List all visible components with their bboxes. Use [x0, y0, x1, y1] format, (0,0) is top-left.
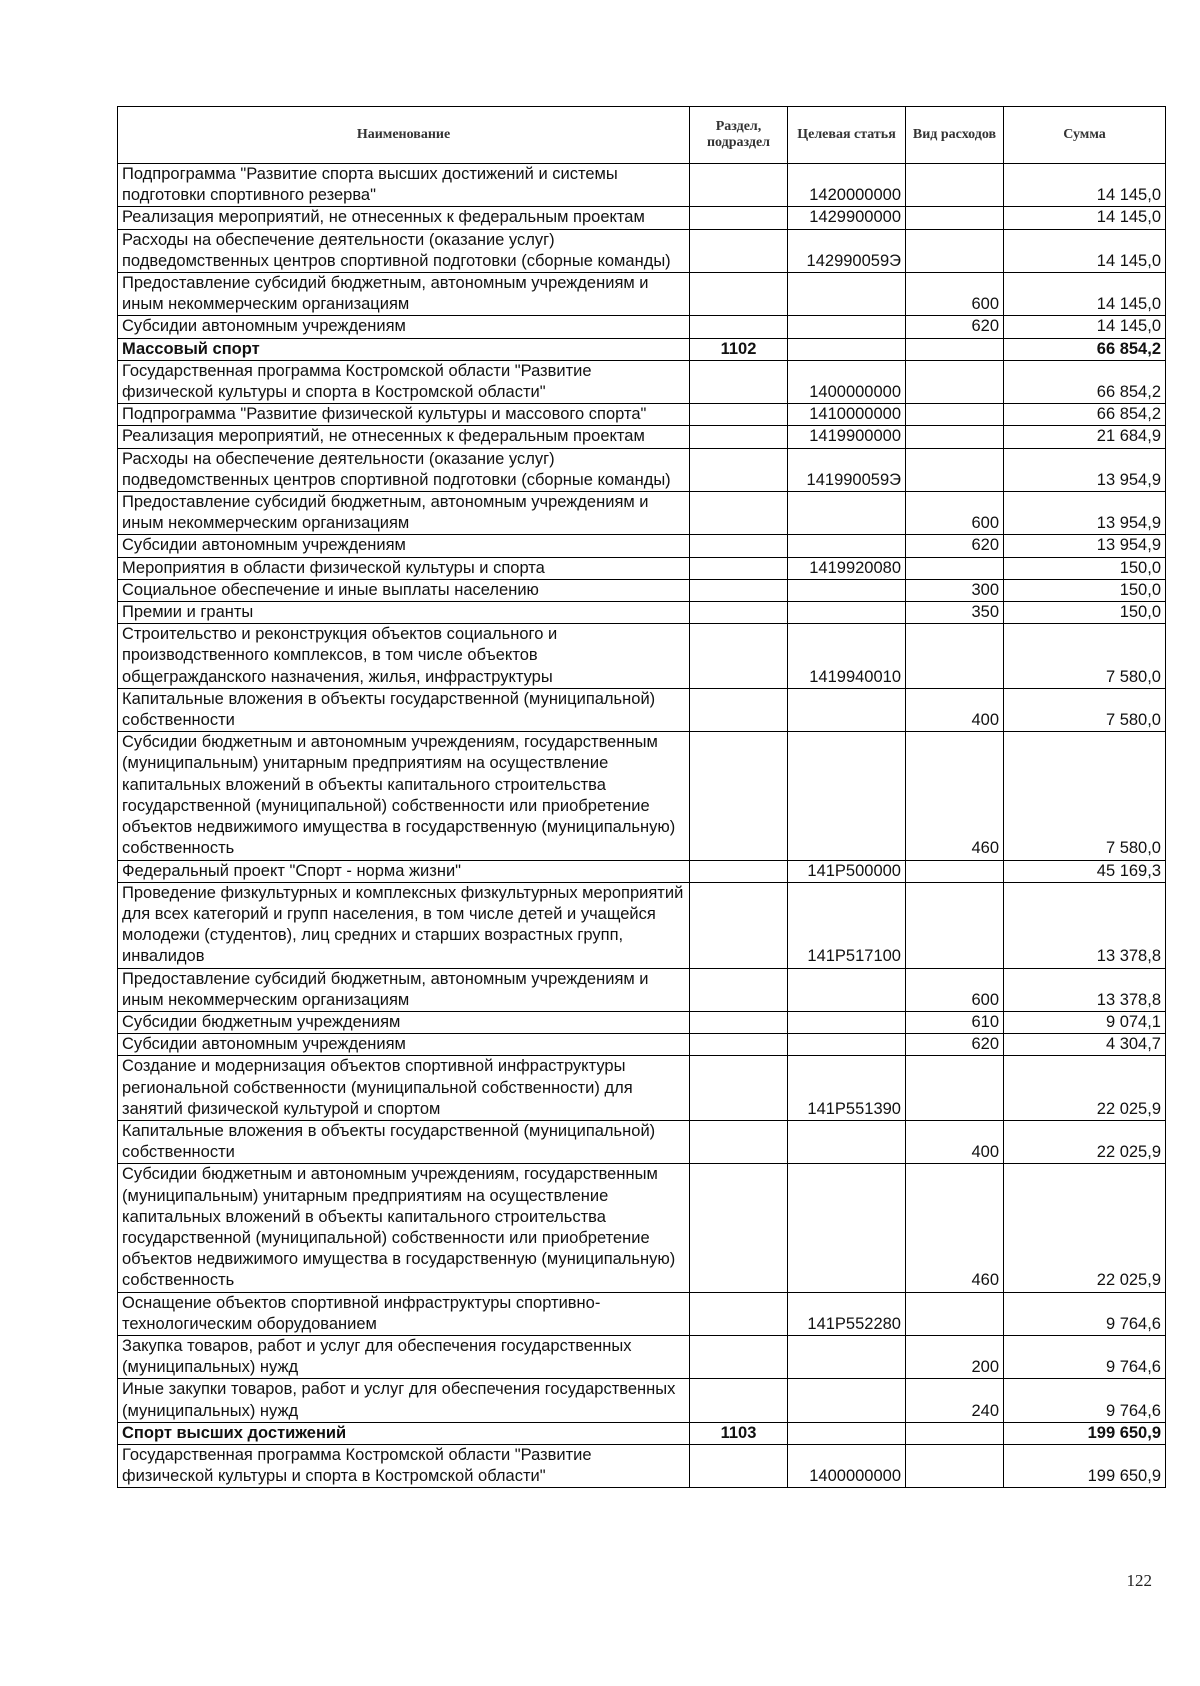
table-row [118, 338, 1166, 360]
cell-kind: 400 [906, 1120, 1004, 1163]
cell-name: Расходы на обеспечение деятельности (оказание услуг) подведомственных центров спортивной подготовки (сборные команды) [118, 229, 690, 272]
cell-section [690, 1056, 788, 1121]
table-row [118, 624, 1166, 689]
table-row [118, 1444, 1166, 1487]
cell-name: Спорт высших достижений [118, 1422, 690, 1444]
cell-sum: 4 304,7 [1004, 1034, 1166, 1056]
cell-kind [906, 1444, 1004, 1487]
cell-sum: 14 145,0 [1004, 273, 1166, 316]
cell-kind [906, 164, 1004, 207]
table-row [118, 448, 1166, 491]
cell-name: Субсидии бюджетным и автономным учреждениям, государственным (муниципальным) унитарным предприятиям на осуществление капитальных вложений в объекты капитального строительства государственной (муниципальной) собственности или приобретение объектов недвижимого имущества в государственную (муниципальную) собственность [118, 1164, 690, 1292]
cell-sum: 7 580,0 [1004, 732, 1166, 860]
table-row [118, 1335, 1166, 1378]
cell-section [690, 688, 788, 731]
cell-kind [906, 426, 1004, 448]
header-sum: Сумма [1004, 107, 1166, 164]
cell-name: Проведение физкультурных и комплексных физкультурных мероприятий для всех категорий и групп населения, в том числе детей и учащейся молодежи (студентов), лиц средних и старших возрастных групп, инвалидов [118, 882, 690, 968]
cell-kind: 350 [906, 602, 1004, 624]
cell-target: 1419940010 [788, 624, 906, 689]
cell-target [788, 535, 906, 557]
cell-section [690, 732, 788, 860]
cell-kind: 600 [906, 968, 1004, 1011]
cell-kind [906, 882, 1004, 968]
header-section: Раздел, подраздел [690, 107, 788, 164]
cell-section [690, 207, 788, 229]
header-name: Наименование [118, 107, 690, 164]
cell-section [690, 229, 788, 272]
cell-target [788, 1120, 906, 1163]
cell-name: Премии и гранты [118, 602, 690, 624]
cell-sum: 14 145,0 [1004, 229, 1166, 272]
cell-kind [906, 1292, 1004, 1335]
cell-section [690, 1120, 788, 1163]
cell-name: Предоставление субсидий бюджетным, автономным учреждениям и иным некоммерческим организациям [118, 968, 690, 1011]
cell-target [788, 968, 906, 1011]
cell-name: Закупка товаров, работ и услуг для обеспечения государственных (муниципальных) нужд [118, 1335, 690, 1378]
cell-target [788, 1422, 906, 1444]
cell-sum: 22 025,9 [1004, 1056, 1166, 1121]
cell-kind: 600 [906, 492, 1004, 535]
cell-kind [906, 207, 1004, 229]
cell-target: 141P552280 [788, 1292, 906, 1335]
cell-kind [906, 624, 1004, 689]
cell-target: 1410000000 [788, 404, 906, 426]
table-row [118, 316, 1166, 338]
header-kind: Вид расходов [906, 107, 1004, 164]
cell-kind: 610 [906, 1011, 1004, 1033]
cell-kind: 200 [906, 1335, 1004, 1378]
cell-section: 1103 [690, 1422, 788, 1444]
table-row [118, 1056, 1166, 1121]
cell-target [788, 602, 906, 624]
cell-name: Государственная программа Костромской области "Развитие физической культуры и спорта в Костромской области" [118, 1444, 690, 1487]
cell-sum: 14 145,0 [1004, 316, 1166, 338]
cell-target: 141990059Э [788, 448, 906, 491]
table-header-row [118, 107, 1166, 164]
cell-sum: 150,0 [1004, 602, 1166, 624]
cell-section [690, 360, 788, 403]
document-sheet [117, 106, 1165, 1488]
cell-name: Федеральный проект "Спорт - норма жизни" [118, 860, 690, 882]
cell-name: Подпрограмма "Развитие физической культуры и массового спорта" [118, 404, 690, 426]
cell-sum: 66 854,2 [1004, 360, 1166, 403]
cell-target [788, 1379, 906, 1422]
cell-sum: 13 954,9 [1004, 492, 1166, 535]
cell-sum: 14 145,0 [1004, 207, 1166, 229]
cell-kind: 620 [906, 535, 1004, 557]
cell-target [788, 579, 906, 601]
cell-sum: 150,0 [1004, 557, 1166, 579]
cell-sum: 66 854,2 [1004, 404, 1166, 426]
table-row [118, 535, 1166, 557]
cell-name: Субсидии автономным учреждениям [118, 1034, 690, 1056]
cell-section: 1102 [690, 338, 788, 360]
table-row [118, 164, 1166, 207]
cell-kind [906, 404, 1004, 426]
cell-section [690, 1034, 788, 1056]
cell-target [788, 688, 906, 731]
budget-table [117, 106, 1166, 1488]
cell-section [690, 579, 788, 601]
cell-sum: 9 074,1 [1004, 1011, 1166, 1033]
cell-name: Реализация мероприятий, не отнесенных к федеральным проектам [118, 426, 690, 448]
cell-kind [906, 448, 1004, 491]
cell-kind: 460 [906, 732, 1004, 860]
cell-kind [906, 860, 1004, 882]
cell-sum: 7 580,0 [1004, 688, 1166, 731]
cell-name: Иные закупки товаров, работ и услуг для обеспечения государственных (муниципальных) нужд [118, 1379, 690, 1422]
table-row [118, 1034, 1166, 1056]
cell-sum: 9 764,6 [1004, 1292, 1166, 1335]
cell-sum: 22 025,9 [1004, 1120, 1166, 1163]
cell-target [788, 338, 906, 360]
cell-kind [906, 1056, 1004, 1121]
cell-section [690, 1011, 788, 1033]
cell-sum: 199 650,9 [1004, 1444, 1166, 1487]
cell-kind [906, 338, 1004, 360]
cell-name: Субсидии автономным учреждениям [118, 316, 690, 338]
cell-sum: 45 169,3 [1004, 860, 1166, 882]
table-row [118, 1379, 1166, 1422]
cell-name: Субсидии бюджетным учреждениям [118, 1011, 690, 1033]
table-row [118, 1120, 1166, 1163]
cell-section [690, 860, 788, 882]
cell-target: 141P500000 [788, 860, 906, 882]
cell-kind: 400 [906, 688, 1004, 731]
table-row [118, 492, 1166, 535]
cell-name: Создание и модернизация объектов спортивной инфраструктуры региональной собственности (муниципальной собственности) для занятий физической культурой и спортом [118, 1056, 690, 1121]
cell-name: Мероприятия в области физической культуры и спорта [118, 557, 690, 579]
cell-kind: 460 [906, 1164, 1004, 1292]
page-number: 122 [1126, 1571, 1152, 1590]
cell-sum: 199 650,9 [1004, 1422, 1166, 1444]
table-row [118, 229, 1166, 272]
cell-kind [906, 229, 1004, 272]
cell-sum: 13 954,9 [1004, 535, 1166, 557]
cell-sum: 9 764,6 [1004, 1335, 1166, 1378]
cell-section [690, 1379, 788, 1422]
cell-section [690, 968, 788, 1011]
cell-section [690, 404, 788, 426]
cell-sum: 22 025,9 [1004, 1164, 1166, 1292]
cell-target [788, 1164, 906, 1292]
cell-kind: 240 [906, 1379, 1004, 1422]
table-row [118, 860, 1166, 882]
table-row [118, 688, 1166, 731]
cell-name: Капитальные вложения в объекты государственной (муниципальной) собственности [118, 688, 690, 731]
cell-sum: 21 684,9 [1004, 426, 1166, 448]
cell-sum: 13 378,8 [1004, 968, 1166, 1011]
table-row [118, 968, 1166, 1011]
cell-name: Социальное обеспечение и иные выплаты населению [118, 579, 690, 601]
cell-section [690, 557, 788, 579]
cell-name: Предоставление субсидий бюджетным, автономным учреждениям и иным некоммерческим организациям [118, 492, 690, 535]
table-row [118, 426, 1166, 448]
cell-target [788, 273, 906, 316]
cell-kind [906, 360, 1004, 403]
cell-target: 1400000000 [788, 360, 906, 403]
cell-target: 1419920080 [788, 557, 906, 579]
cell-section [690, 273, 788, 316]
cell-name: Субсидии автономным учреждениям [118, 535, 690, 557]
cell-sum: 7 580,0 [1004, 624, 1166, 689]
cell-target: 141P517100 [788, 882, 906, 968]
cell-kind: 600 [906, 273, 1004, 316]
cell-name: Массовый спорт [118, 338, 690, 360]
table-row [118, 1422, 1166, 1444]
cell-kind [906, 1422, 1004, 1444]
header-target: Целевая статья [788, 107, 906, 164]
cell-target [788, 1335, 906, 1378]
cell-target: 1419900000 [788, 426, 906, 448]
cell-sum: 14 145,0 [1004, 164, 1166, 207]
cell-sum: 66 854,2 [1004, 338, 1166, 360]
cell-name: Предоставление субсидий бюджетным, автономным учреждениям и иным некоммерческим организациям [118, 273, 690, 316]
cell-name: Строительство и реконструкция объектов социального и производственного комплексов, в том числе объектов общегражданского назначения, жилья, инфраструктуры [118, 624, 690, 689]
cell-name: Субсидии бюджетным и автономным учреждениям, государственным (муниципальным) унитарным предприятиям на осуществление капитальных вложений в объекты капитального строительства государственной (муниципальной) собственности или приобретение объектов недвижимого имущества в государственную (муниципальную) собственность [118, 732, 690, 860]
cell-section [690, 492, 788, 535]
table-row [118, 882, 1166, 968]
table-row [118, 207, 1166, 229]
cell-sum: 13 378,8 [1004, 882, 1166, 968]
cell-target: 1400000000 [788, 1444, 906, 1487]
cell-name: Оснащение объектов спортивной инфраструктуры спортивно-технологическим оборудованием [118, 1292, 690, 1335]
cell-name: Капитальные вложения в объекты государственной (муниципальной) собственности [118, 1120, 690, 1163]
cell-target: 141P551390 [788, 1056, 906, 1121]
cell-kind: 620 [906, 316, 1004, 338]
table-row [118, 273, 1166, 316]
cell-section [690, 164, 788, 207]
cell-kind: 620 [906, 1034, 1004, 1056]
cell-target [788, 732, 906, 860]
cell-section [690, 602, 788, 624]
table-row [118, 360, 1166, 403]
table-row [118, 404, 1166, 426]
cell-sum: 150,0 [1004, 579, 1166, 601]
table-row [118, 1292, 1166, 1335]
table-body [118, 164, 1166, 1488]
cell-target: 1420000000 [788, 164, 906, 207]
cell-target [788, 316, 906, 338]
cell-section [690, 1444, 788, 1487]
table-row [118, 579, 1166, 601]
cell-name: Расходы на обеспечение деятельности (оказание услуг) подведомственных центров спортивной подготовки (сборные команды) [118, 448, 690, 491]
cell-section [690, 1164, 788, 1292]
cell-name: Реализация мероприятий, не отнесенных к федеральным проектам [118, 207, 690, 229]
cell-section [690, 316, 788, 338]
cell-target: 1429900000 [788, 207, 906, 229]
cell-name: Государственная программа Костромской области "Развитие физической культуры и спорта в Костромской области" [118, 360, 690, 403]
cell-target [788, 492, 906, 535]
cell-kind: 300 [906, 579, 1004, 601]
cell-section [690, 1335, 788, 1378]
cell-section [690, 624, 788, 689]
table-row [118, 732, 1166, 860]
table-row [118, 1011, 1166, 1033]
cell-section [690, 1292, 788, 1335]
cell-target [788, 1034, 906, 1056]
cell-sum: 13 954,9 [1004, 448, 1166, 491]
cell-target [788, 1011, 906, 1033]
cell-section [690, 448, 788, 491]
cell-kind [906, 557, 1004, 579]
cell-section [690, 882, 788, 968]
cell-section [690, 535, 788, 557]
table-row [118, 557, 1166, 579]
cell-name: Подпрограмма "Развитие спорта высших достижений и системы подготовки спортивного резерва" [118, 164, 690, 207]
cell-section [690, 426, 788, 448]
table-row [118, 602, 1166, 624]
cell-target: 142990059Э [788, 229, 906, 272]
cell-sum: 9 764,6 [1004, 1379, 1166, 1422]
table-row [118, 1164, 1166, 1292]
